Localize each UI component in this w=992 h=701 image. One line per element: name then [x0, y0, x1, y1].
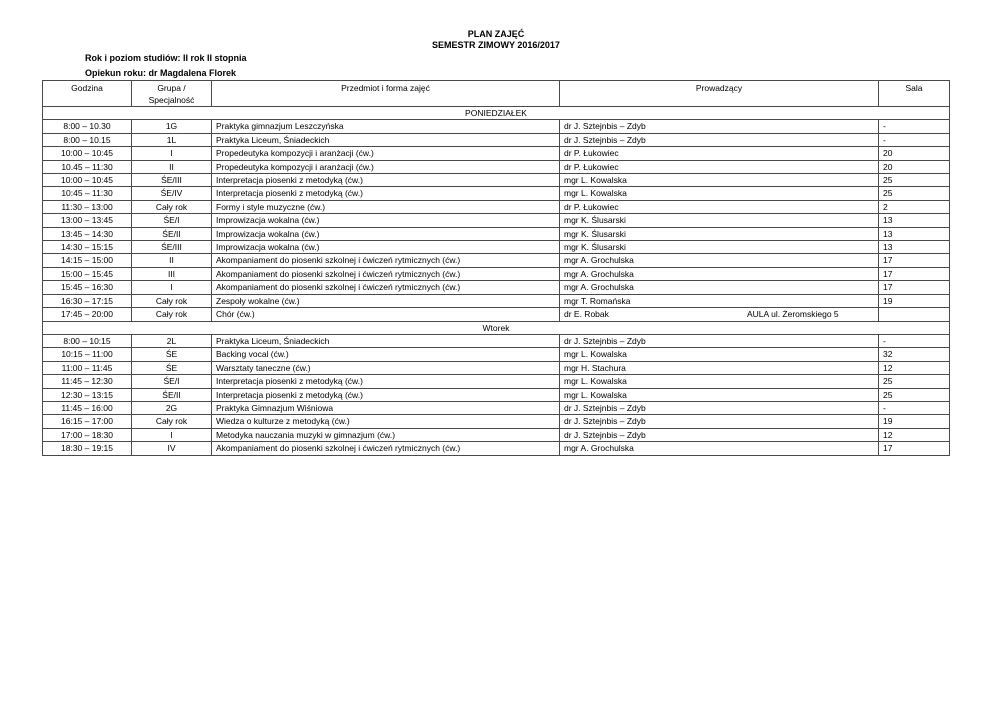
group-cell: ŚE/I	[132, 214, 212, 227]
teacher-cell	[560, 401, 879, 414]
table-row	[43, 428, 950, 441]
year-level-line: Rok i poziom studiów: II rok II stopnia	[85, 53, 247, 63]
teacher-name: dr J. Sztejnbis – Zdyb	[564, 134, 646, 145]
time-cell: 10:15 – 11:00	[43, 348, 132, 361]
room-cell: 20	[879, 160, 950, 173]
teacher-name: mgr A. Grochulska	[564, 282, 634, 293]
table-row	[43, 442, 950, 455]
table-row	[43, 375, 950, 388]
teacher-name: mgr A. Grochulska	[564, 443, 634, 454]
room-cell: -	[879, 401, 950, 414]
day-header-row	[43, 321, 950, 334]
subject-cell: Formy i style muzyczne (ćw.)	[212, 200, 560, 213]
group-cell: Cały rok	[132, 294, 212, 307]
table-row	[43, 227, 950, 240]
room-cell: 25	[879, 174, 950, 187]
group-cell: ŚE	[132, 361, 212, 374]
teacher-name: dr E. Robak	[564, 309, 609, 320]
subject-cell: Akompaniament do piosenki szkolnej i ćwiczeń rytmicznych (ćw.)	[212, 442, 560, 455]
col-header-teacher: Prowadzący	[560, 81, 879, 107]
subject-cell: Akompaniament do piosenki szkolnej i ćwiczeń rytmicznych (ćw.)	[212, 281, 560, 294]
teacher-cell	[560, 428, 879, 441]
teacher-name: mgr H. Stachura	[564, 362, 626, 373]
group-cell: I	[132, 281, 212, 294]
time-cell: 16:30 – 17:15	[43, 294, 132, 307]
group-cell: 1L	[132, 133, 212, 146]
teacher-cell	[560, 120, 879, 133]
teacher-cell	[560, 200, 879, 213]
table-row	[43, 415, 950, 428]
advisor-line: Opiekun roku: dr Magdalena Florek	[85, 68, 237, 78]
room-cell: 12	[879, 428, 950, 441]
table-row	[43, 160, 950, 173]
group-cell: Cały rok	[132, 415, 212, 428]
day-name: Wtorek	[43, 321, 950, 334]
teacher-name: dr P. Łukowiec	[564, 161, 619, 172]
room-cell: 17	[879, 281, 950, 294]
subject-cell: Akompaniament do piosenki szkolnej i ćwiczeń rytmicznych (ćw.)	[212, 267, 560, 280]
teacher-cell	[560, 281, 879, 294]
teacher-name: mgr L. Kowalska	[564, 349, 627, 360]
subject-cell: Praktyka Gimnazjum Wiśniowa	[212, 401, 560, 414]
table-row	[43, 388, 950, 401]
teacher-name: mgr K. Ślusarski	[564, 242, 626, 253]
room-cell: 17	[879, 254, 950, 267]
teacher-cell	[560, 388, 879, 401]
group-cell: ŚE/IV	[132, 187, 212, 200]
room-cell: 2	[879, 200, 950, 213]
room-cell: 32	[879, 348, 950, 361]
group-cell: 2L	[132, 334, 212, 347]
time-cell: 18:30 – 19:15	[43, 442, 132, 455]
table-row	[43, 308, 950, 321]
title-line-1: PLAN ZAJĘĆ	[467, 29, 525, 39]
room-cell	[879, 308, 950, 321]
room-cell: -	[879, 133, 950, 146]
group-cell: ŚE/III	[132, 241, 212, 254]
table-row	[43, 361, 950, 374]
teacher-cell	[560, 187, 879, 200]
subject-cell: Interpretacja piosenki z metodyką (ćw.)	[212, 375, 560, 388]
table-row	[43, 294, 950, 307]
group-cell: ŚE	[132, 348, 212, 361]
day-name: PONIEDZIAŁEK	[43, 107, 950, 120]
teacher-cell	[560, 160, 879, 173]
time-cell: 8:00 – 10:15	[43, 334, 132, 347]
col-header-group-line2: Specjalność	[148, 95, 195, 105]
subject-cell: Warsztaty taneczne (ćw.)	[212, 361, 560, 374]
table-row	[43, 133, 950, 146]
group-cell: I	[132, 147, 212, 160]
time-cell: 8:00 – 10.15	[43, 133, 132, 146]
group-cell: II	[132, 160, 212, 173]
time-cell: 10:45 – 11:30	[43, 187, 132, 200]
teacher-name: mgr A. Grochulska	[564, 268, 634, 279]
teacher-cell	[560, 348, 879, 361]
time-cell: 11:45 – 12:30	[43, 375, 132, 388]
time-cell: 15:00 – 15:45	[43, 267, 132, 280]
room-cell: 19	[879, 415, 950, 428]
teacher-cell	[560, 267, 879, 280]
subject-cell: Improwizacja wokalna (ćw.)	[212, 214, 560, 227]
teacher-cell	[560, 334, 879, 347]
group-cell: 1G	[132, 120, 212, 133]
schedule-body	[43, 107, 950, 456]
time-cell: 16:15 – 17:00	[43, 415, 132, 428]
time-cell: 11:45 – 16:00	[43, 401, 132, 414]
table-row	[43, 147, 950, 160]
subject-cell: Praktyka gimnazjum Leszczyńska	[212, 120, 560, 133]
table-row	[43, 348, 950, 361]
time-cell: 10.45 – 11:30	[43, 160, 132, 173]
table-header-row	[43, 81, 950, 107]
time-cell: 11:30 – 13:00	[43, 200, 132, 213]
subject-cell: Zespoły wokalne (ćw.)	[212, 294, 560, 307]
table-row	[43, 281, 950, 294]
time-cell: 11:00 – 11:45	[43, 361, 132, 374]
table-row	[43, 187, 950, 200]
col-header-room: Sala	[879, 81, 950, 107]
teacher-name: mgr K. Ślusarski	[564, 228, 626, 239]
table-row	[43, 120, 950, 133]
group-cell: 2G	[132, 401, 212, 414]
teacher-name: dr J. Sztejnbis – Zdyb	[564, 416, 646, 427]
room-cell: 20	[879, 147, 950, 160]
subject-cell: Improwizacja wokalna (ćw.)	[212, 241, 560, 254]
table-row	[43, 200, 950, 213]
subject-cell: Propedeutyka kompozycji i aranżacji (ćw.)	[212, 147, 560, 160]
col-header-time: Godzina	[43, 81, 132, 107]
room-cell: 12	[879, 361, 950, 374]
subject-cell: Backing vocal (ćw.)	[212, 348, 560, 361]
group-cell: ŚE/II	[132, 388, 212, 401]
table-row	[43, 241, 950, 254]
day-header-row	[43, 107, 950, 120]
group-cell: I	[132, 428, 212, 441]
teacher-cell	[560, 214, 879, 227]
teacher-name: dr J. Sztejnbis – Zdyb	[564, 121, 646, 132]
subject-cell: Chór (ćw.)	[212, 308, 560, 321]
time-cell: 10:00 – 10:45	[43, 147, 132, 160]
room-cell: 25	[879, 187, 950, 200]
teacher-name: mgr A. Grochulska	[564, 255, 634, 266]
col-header-subject: Przedmiot i forma zajęć	[212, 81, 560, 107]
time-cell: 13:00 – 13:45	[43, 214, 132, 227]
room-cell: 13	[879, 227, 950, 240]
time-cell: 17:45 – 20:00	[43, 308, 132, 321]
subject-cell: Wiedza o kulturze z metodyką (ćw.)	[212, 415, 560, 428]
teacher-name: mgr K. Ślusarski	[564, 215, 626, 226]
teacher-cell	[560, 254, 879, 267]
col-header-group-line1: Grupa /	[157, 83, 186, 93]
subject-cell: Propedeutyka kompozycji i aranżacji (ćw.)	[212, 160, 560, 173]
teacher-cell	[560, 361, 879, 374]
subject-cell: Praktyka Liceum, Śniadeckich	[212, 334, 560, 347]
table-row	[43, 401, 950, 414]
room-cell: 13	[879, 241, 950, 254]
teacher-cell	[560, 147, 879, 160]
time-cell: 13:45 – 14:30	[43, 227, 132, 240]
room-cell: 17	[879, 442, 950, 455]
teacher-name: dr J. Sztejnbis – Zdyb	[564, 335, 646, 346]
subject-cell: Akompaniament do piosenki szkolnej i ćwiczeń rytmicznych (ćw.)	[212, 254, 560, 267]
teacher-cell	[560, 294, 879, 307]
group-cell: Cały rok	[132, 200, 212, 213]
subject-cell: Metodyka nauczania muzyki w gimnazjum (ćw.)	[212, 428, 560, 441]
table-row	[43, 267, 950, 280]
teacher-cell	[560, 442, 879, 455]
teacher-cell	[560, 241, 879, 254]
group-cell: III	[132, 267, 212, 280]
subject-cell: Interpretacja piosenki z metodyką (ćw.)	[212, 187, 560, 200]
room-cell: 25	[879, 375, 950, 388]
room-cell: 17	[879, 267, 950, 280]
subject-cell: Praktyka Liceum, Śniadeckich	[212, 133, 560, 146]
time-cell: 10:00 – 10:45	[43, 174, 132, 187]
room-cell: 13	[879, 214, 950, 227]
teacher-name: mgr L. Kowalska	[564, 175, 627, 186]
group-cell: ŚE/I	[132, 375, 212, 388]
teacher-cell	[560, 227, 879, 240]
table-row	[43, 334, 950, 347]
table-row	[43, 254, 950, 267]
table-row	[43, 174, 950, 187]
schedule-table	[42, 80, 950, 456]
teacher-cell	[560, 174, 879, 187]
subject-cell: Interpretacja piosenki z metodyką (ćw.)	[212, 388, 560, 401]
time-cell: 14:30 – 15:15	[43, 241, 132, 254]
group-cell: ŚE/III	[132, 174, 212, 187]
group-cell: ŚE/II	[132, 227, 212, 240]
teacher-name: mgr L. Kowalska	[564, 389, 627, 400]
room-cell: 19	[879, 294, 950, 307]
time-cell: 17:00 – 18:30	[43, 428, 132, 441]
teacher-cell	[560, 308, 879, 321]
room-cell: 25	[879, 388, 950, 401]
title-line-2: SEMESTR ZIMOWY 2016/2017	[432, 40, 560, 50]
teacher-name: mgr T. Romańska	[564, 295, 631, 306]
table-row	[43, 214, 950, 227]
document-title	[0, 29, 992, 51]
teacher-name: dr P. Łukowiec	[564, 148, 619, 159]
time-cell: 14:15 – 15:00	[43, 254, 132, 267]
time-cell: 15:45 – 16:30	[43, 281, 132, 294]
subject-cell: Improwizacja wokalna (ćw.)	[212, 227, 560, 240]
room-cell: -	[879, 120, 950, 133]
group-cell: IV	[132, 442, 212, 455]
location-note: AULA ul. Żeromskiego 5	[747, 309, 839, 320]
col-header-group	[132, 81, 212, 107]
group-cell: II	[132, 254, 212, 267]
teacher-cell	[560, 133, 879, 146]
teacher-cell	[560, 375, 879, 388]
group-cell: Cały rok	[132, 308, 212, 321]
time-cell: 12:30 – 13:15	[43, 388, 132, 401]
teacher-name: dr P. Łukowiec	[564, 201, 619, 212]
room-cell: -	[879, 334, 950, 347]
subject-cell: Interpretacja piosenki z metodyką (ćw.)	[212, 174, 560, 187]
teacher-name: mgr L. Kowalska	[564, 188, 627, 199]
teacher-name: mgr L. Kowalska	[564, 376, 627, 387]
time-cell: 8:00 – 10.30	[43, 120, 132, 133]
teacher-name: dr J. Sztejnbis – Zdyb	[564, 429, 646, 440]
teacher-cell	[560, 415, 879, 428]
teacher-name: dr J. Sztejnbis – Zdyb	[564, 402, 646, 413]
